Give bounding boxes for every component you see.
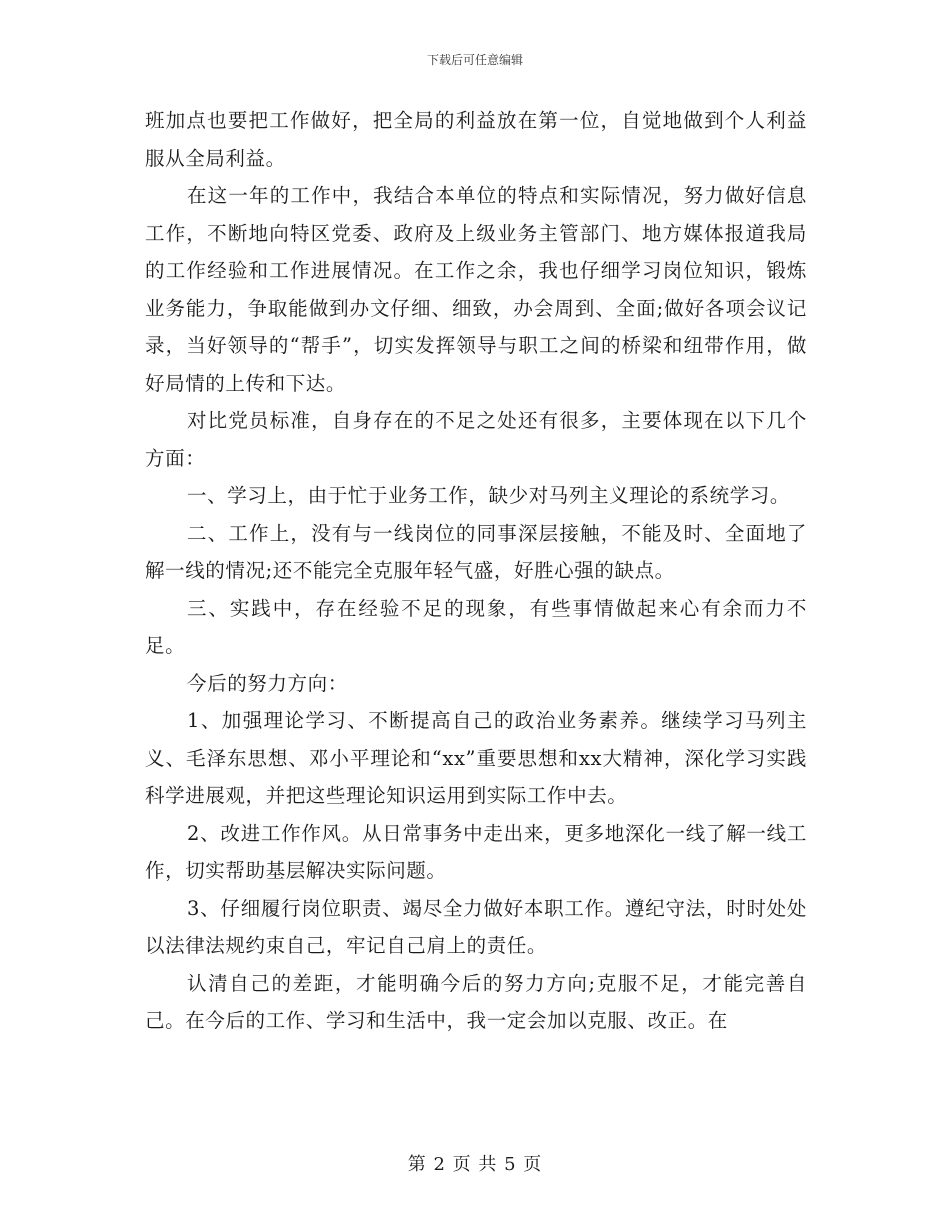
paragraph-shortcoming-work: 二、工作上，没有与一线岗位的同事深层接触，不能及时、全面地了解一线的情况;还不能完全克服年轻气盛，好胜心强的缺点。 xyxy=(145,521,807,582)
paragraph-future-direction-heading: 今后的努力方向： xyxy=(187,671,348,695)
paragraph-work-summary: 在这一年的工作中，我结合本单位的特点和实际情况，努力做好信息工作，不断地向特区党委、政府及上级业务主管部门、地方媒体报道我局的工作经验和工作进展情况。在工作之余，我也仔细学习岗位知识，锻炼业务能力，争取能做到办文仔细、细致，办会周到、全面;做好各项会议记录，当好领导的“帮手”，切实发挥领导与职工之间的桥梁和纽带作用，做好局情的上传和下达。 xyxy=(145,184,807,395)
paragraph-direction-1: 1、加强理论学习、不断提高自己的政治业务素养。继续学习马列主义、毛泽东思想、邓小平理论和“xx”重要思想和xx大精神，深化学习实践科学进展观，并把这些理论知识运用到实际工作中去。 xyxy=(145,709,807,807)
paragraph-continuation: 班加点也要把工作做好，把全局的利益放在第一位，自觉地做到个人利益服从全局利益。 xyxy=(145,109,807,170)
paragraph-conclusion: 认清自己的差距，才能明确今后的努力方向;克服不足，才能完善自己。在今后的工作、学习和生活中，我一定会加以克服、改正。在 xyxy=(145,971,807,1032)
paragraph-shortcoming-study: 一、学习上，由于忙于业务工作，缺少对马列主义理论的系统学习。 xyxy=(187,484,791,507)
paragraph-shortcomings-intro: 对比党员标准，自身存在的不足之处还有很多，主要体现在以下几个方面： xyxy=(145,409,807,470)
paragraph-shortcoming-practice: 三、实践中，存在经验不足的现象，有些事情做起来心有余而力不足。 xyxy=(145,596,807,657)
paragraph-direction-3: 3、仔细履行岗位职责、竭尽全力做好本职工作。遵纪守法，时时处处以法律法规约束自己，牢记自己肩上的责任。 xyxy=(145,896,807,957)
document-body xyxy=(145,102,807,1040)
paragraph-direction-2: 2、改进工作作风。从日常事务中走出来，更多地深化一线了解一线工作，切实帮助基层解决实际问题。 xyxy=(145,821,807,882)
page-header: 下载后可任意编辑 xyxy=(426,53,523,67)
page-number: 第 2 页 共 5 页 xyxy=(407,1154,543,1175)
